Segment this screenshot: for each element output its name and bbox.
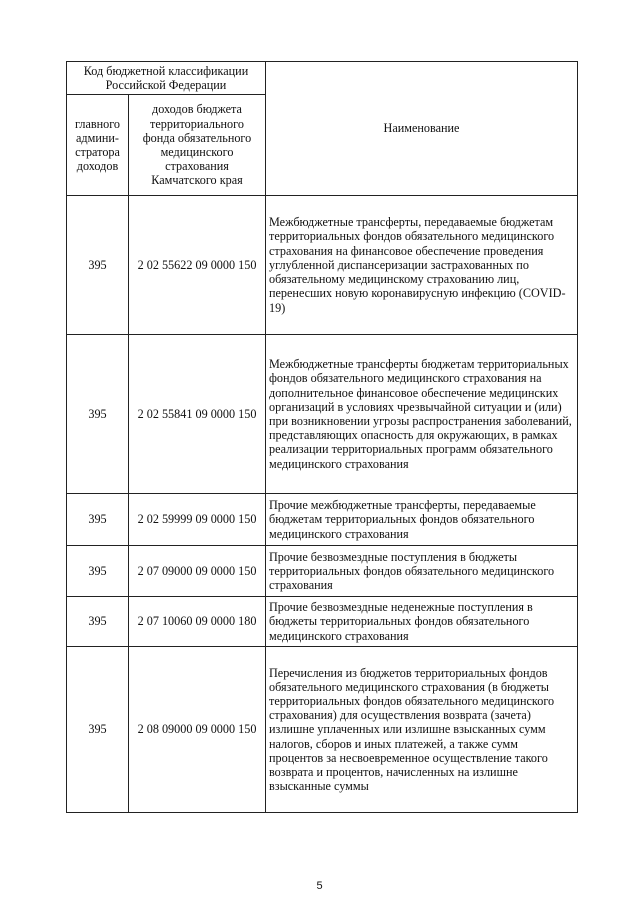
- admin-code-cell: 395: [67, 647, 129, 813]
- table-row: [67, 597, 578, 647]
- income-name-cell: Прочие безвозмездные поступления в бюджеты территориальных фондов обязательного медицинского страхования: [266, 546, 578, 597]
- income-name-cell: Перечисления из бюджетов территориальных фондов обязательного медицинского страхования (в бюджеты территориальных фондов обязательного медицинского страхования) для осуществления возврата (зачета) излишне уплаченных или излишне взысканных сумм налогов, сборов и иных платежей, а также сумм процентов за несвоевременное осуществление такого возврата и процентов, начисленных на излишне взысканные суммы: [266, 647, 578, 813]
- header-admin-cell: главного админи-стратора доходов: [67, 95, 129, 196]
- admin-code-cell: 395: [67, 335, 129, 494]
- header-row-group: [67, 62, 578, 95]
- income-code-cell: 2 02 55622 09 0000 150: [129, 196, 266, 335]
- admin-code-cell: 395: [67, 494, 129, 546]
- income-code-cell: 2 08 09000 09 0000 150: [129, 647, 266, 813]
- income-code-cell: 2 07 10060 09 0000 180: [129, 597, 266, 647]
- admin-code-cell: 395: [67, 196, 129, 335]
- admin-code-cell: 395: [67, 546, 129, 597]
- income-code-cell: 2 02 55841 09 0000 150: [129, 335, 266, 494]
- budget-classification-table: [66, 61, 578, 813]
- table-row: [67, 196, 578, 335]
- header-income-cell: доходов бюджета территориального фонда обязательного медицинского страхования Камчатского края: [129, 95, 266, 196]
- income-name-cell: Межбюджетные трансферты, передаваемые бюджетам территориальных фондов обязательного медицинского страхования на финансовое обеспечение проведения углубленной диспансеризации застрахованных по обязательному медицинскому страхованию лиц, перенесших новую коронавирусную инфекцию (COVID-19): [266, 196, 578, 335]
- table-row: [67, 335, 578, 494]
- table-row: [67, 494, 578, 546]
- income-code-cell: 2 07 09000 09 0000 150: [129, 546, 266, 597]
- income-name-cell: Прочие межбюджетные трансферты, передаваемые бюджетам территориальных фондов обязательного медицинского страхования: [266, 494, 578, 546]
- income-name-cell: Прочие безвозмездные неденежные поступления в бюджеты территориальных фондов обязательного медицинского страхования: [266, 597, 578, 647]
- income-name-cell: Межбюджетные трансферты бюджетам территориальных фондов обязательного медицинского страхования на дополнительное финансовое обеспечение медицинских организаций в условиях чрезвычайной ситуации и (или) при возникновении угрозы распространения заболеваний, представляющих опасность для окружающих, в рамках реализации территориальных программ обязательного медицинского страхования: [266, 335, 578, 494]
- header-name-cell: Наименование: [266, 62, 578, 196]
- income-code-cell: 2 02 59999 09 0000 150: [129, 494, 266, 546]
- page-number: 5: [316, 880, 323, 892]
- header-group-cell: Код бюджетной классификации Российской Федерации: [67, 62, 266, 95]
- admin-code-cell: 395: [67, 597, 129, 647]
- table-row: [67, 647, 578, 813]
- table-row: [67, 546, 578, 597]
